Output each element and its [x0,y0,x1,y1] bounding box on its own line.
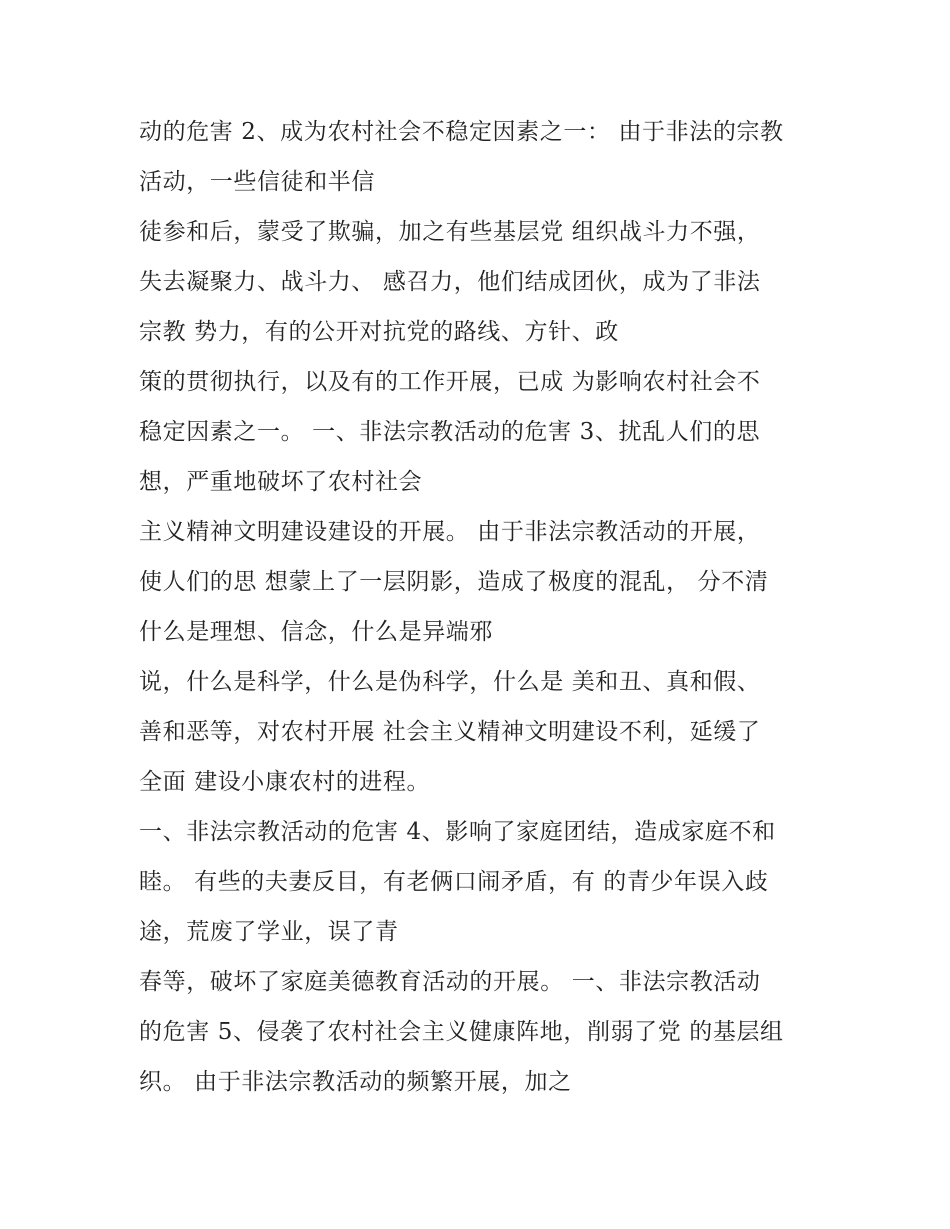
text-line: 想，严重地破坏了农村社会 [139,469,423,495]
document-body [139,107,839,1107]
text-line: 主义精神文明建设建设的开展。 由于非法宗教活动的开展， [139,519,761,545]
text-line: 全面 建设小康农村的进程。 [139,769,431,795]
text-line: 说，什么是科学，什么是伪科学，什么是 美和丑、真和假、 [139,669,761,695]
text-line: 徒参和后，蒙受了欺骗，加之有些基层党 组织战斗力不强， [139,219,761,245]
text-line: 的危害 5、侵袭了农村社会主义健康阵地，削弱了党 的基层组 [139,1019,784,1045]
text-line: 活动，一些信徒和半信 [139,169,375,195]
text-line: 春等，破坏了家庭美德教育活动的开展。 一、非法宗教活动 [139,969,761,995]
text-line: 使人们的思 想蒙上了一层阴影，造成了极度的混乱， 分不清 [139,569,769,595]
text-line: 睦。 有些的夫妻反目，有老俩口闹矛盾，有 的青少年误入歧 [139,869,769,895]
text-line: 途，荒废了学业，误了青 [139,919,399,945]
text-line: 什么是理想、信念，什么是异端邪 [139,619,493,645]
text-line: 一、非法宗教活动的危害 4、影响了家庭团结，造成家庭不和 [139,819,776,845]
text-line: 动的危害 2、成为农村社会不稳定因素之一： 由于非法的宗教 [139,119,784,145]
text-line: 织。 由于非法宗教活动的频繁开展，加之 [139,1069,572,1095]
text-line: 策的贯彻执行，以及有的工作开展，已成 为影响农村社会不 [139,369,761,395]
text-line: 失去凝聚力、战斗力、 感召力，他们结成团伙，成为了非法 [139,269,761,295]
text-line: 稳定因素之一。 一、非法宗教活动的危害 3、扰乱人们的思 [139,419,761,445]
text-line: 宗教 势力，有的公开对抗党的路线、方针、政 [139,319,619,345]
text-line: 善和恶等，对农村开展 社会主义精神文明建设不利，延缓了 [139,719,761,745]
